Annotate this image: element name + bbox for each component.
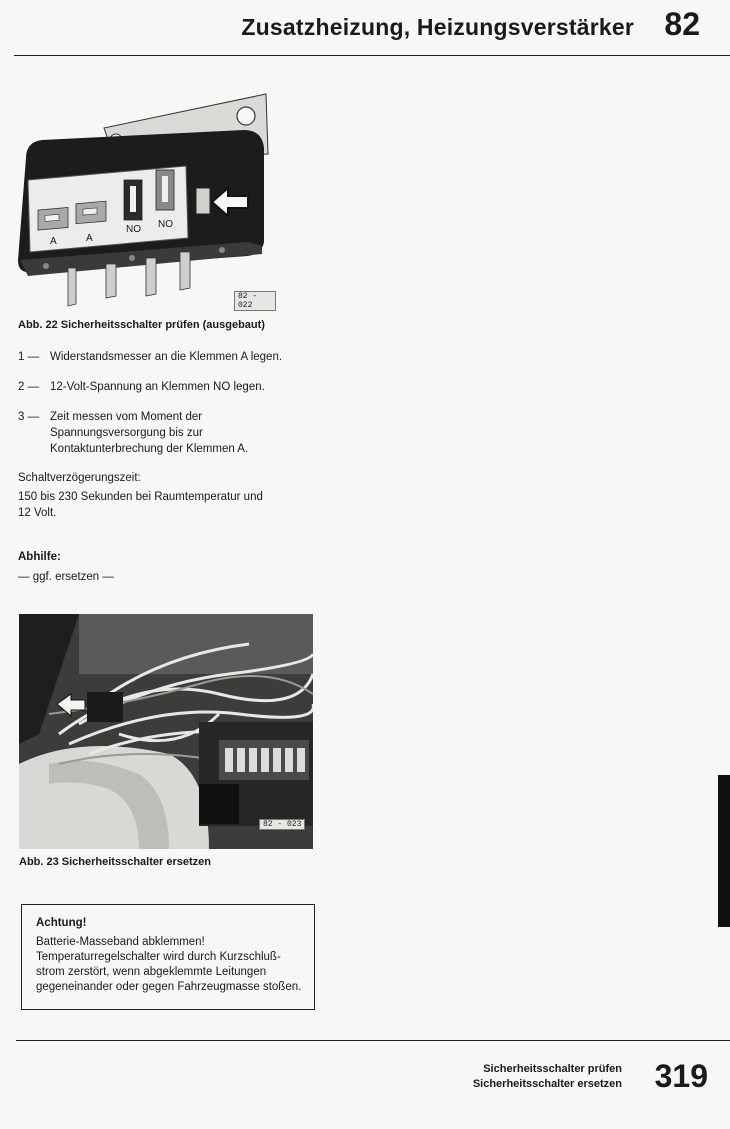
step-number: 1 — [18, 351, 40, 363]
section-number: 82 [664, 6, 700, 42]
thumb-tab [718, 775, 730, 927]
figure-code: 82 - 023 [259, 819, 305, 830]
warning-box [21, 904, 315, 1010]
header-rule [14, 55, 730, 56]
figure-caption: Abb. 23 Sicherheitsschalter ersetzen [19, 856, 211, 868]
terminal-label-no-2: NO [158, 219, 173, 230]
warning-line: Batterie-Masseband abklemmen! [36, 936, 205, 948]
safety-switch-illustration [16, 92, 276, 312]
remedy-title: Abhilfe: [18, 551, 61, 563]
engine-bay-illustration [19, 614, 313, 849]
warning-line: strom zerstört, wenn abgeklemmte Leitungen [36, 966, 267, 978]
step-text: 12-Volt-Spannung an Klemmen NO legen. [50, 381, 265, 393]
terminal-label-a-2: A [86, 233, 93, 244]
warning-text [36, 935, 312, 995]
terminal-label-no-1: NO [126, 224, 141, 235]
terminal-label-a-1: A [50, 236, 57, 247]
warning-title: Achtung! [36, 917, 87, 929]
figure-safety-switch [16, 92, 276, 312]
list-item [18, 409, 308, 457]
delay-value-line-2: 12 Volt. [18, 507, 57, 519]
step-text: Widerstandsmesser an die Klemmen A legen. [50, 351, 283, 363]
warning-line: Temperaturregelschalter wird durch Kurzschluß- [36, 951, 281, 963]
page-number: 319 [654, 1058, 708, 1094]
step-text: Zeit messen vom Moment der Spannungsversorgung bis zur Kontaktunterbrechung der Klemmen A. [50, 411, 249, 455]
footer-rule [16, 1040, 730, 1041]
footer-topic-2: Sicherheitsschalter ersetzen [472, 1078, 622, 1090]
warning-line: gegeneinander oder gegen Fahrzeugmasse stoßen. [36, 981, 302, 993]
figure-caption: Abb. 22 Sicherheitsschalter prüfen (ausgebaut) [18, 319, 265, 331]
delay-label: Schaltverzögerungszeit: [18, 472, 141, 484]
delay-value-line-1: 150 bis 230 Sekunden bei Raumtemperatur und [18, 491, 263, 503]
figure-code: 82 - 022 [234, 291, 276, 311]
step-number: 2 — [18, 381, 40, 393]
figure-engine-bay-photo [19, 614, 313, 849]
list-item [18, 349, 318, 365]
step-number: 3 — [18, 411, 40, 423]
page-title: Zusatzheizung, Heizungsverstärker [241, 14, 634, 40]
footer-topic-1: Sicherheitsschalter prüfen [483, 1063, 622, 1075]
list-item [18, 379, 318, 395]
remedy-text: — ggf. ersetzen — [18, 571, 114, 583]
